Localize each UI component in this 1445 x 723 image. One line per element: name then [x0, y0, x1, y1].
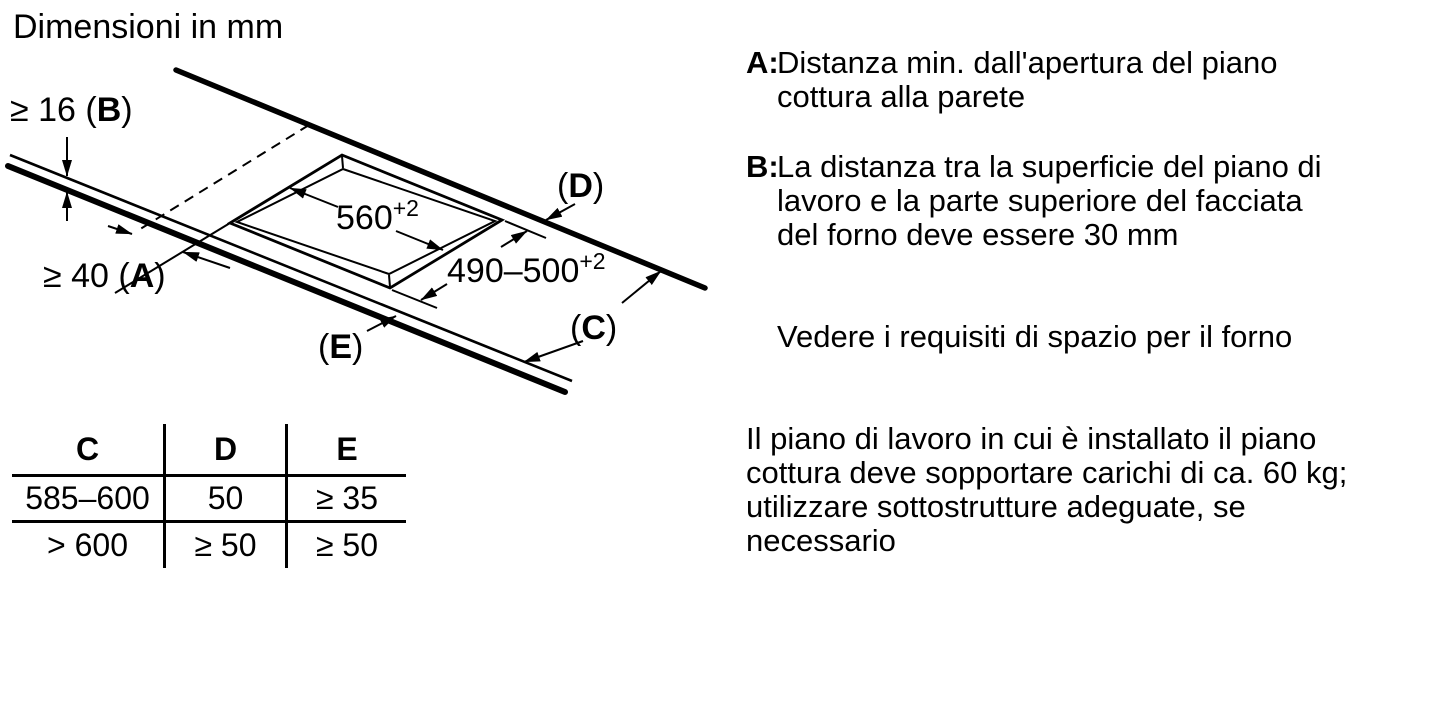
note-line: La distanza tra la superficie del piano di — [777, 149, 1322, 184]
note-line: Il piano di lavoro in cui è installato il piano — [746, 421, 1317, 456]
dimension-table — [12, 424, 406, 568]
note-load-text — [746, 422, 1347, 558]
note-line: lavoro e la parte superiore del facciata — [777, 183, 1303, 218]
ref-d-arrow — [546, 204, 575, 220]
note-b-text — [777, 150, 1322, 252]
note-oven-text — [777, 320, 1292, 354]
note-a-text — [777, 46, 1277, 114]
table-cell: 50 — [165, 476, 287, 522]
ref-e-label: (E) — [318, 328, 364, 366]
table-row — [12, 522, 406, 569]
table-header-d: D — [165, 424, 287, 476]
note-load-capacity — [746, 422, 1347, 558]
table-cell: ≥ 50 — [315, 527, 379, 563]
note-oven-space — [777, 320, 1292, 354]
cutout-corner-tick-bottom — [389, 275, 390, 287]
dim-b-label: ≥ 16 (B) — [10, 91, 133, 129]
dim-a-label: ≥ 40 (A) — [43, 257, 166, 295]
note-line: Distanza min. dall'apertura del piano — [777, 45, 1278, 80]
note-line: del forno deve essere 30 mm — [777, 217, 1179, 252]
dim-a-arrow-left — [108, 226, 132, 234]
ref-d-label: (D) — [557, 167, 605, 205]
dim-560-label: $560^{+2}$ — [336, 195, 419, 237]
table-header-row — [12, 424, 406, 476]
table-cell: ≥ 50 — [165, 522, 287, 569]
table-row — [12, 476, 406, 522]
dim-490-arrow-upper — [501, 231, 527, 247]
table-header-c: C — [12, 424, 165, 476]
note-a — [746, 46, 1277, 114]
note-line: cottura deve sopportare carichi di ca. 60 kg; — [746, 455, 1348, 490]
installation-diagram — [0, 0, 740, 440]
ref-c-label: (C) — [570, 309, 618, 347]
note-b-label: B: — [746, 149, 779, 184]
note-a-label: A: — [746, 45, 779, 80]
note-b — [746, 150, 1322, 252]
dim-490-label: $490-500^{+2}$ — [447, 248, 606, 290]
depth-extension-line-bottom — [392, 290, 437, 308]
table-cell: > 600 — [12, 522, 165, 569]
dim-490-arrow-lower — [421, 284, 447, 300]
ref-c-arrow-upper — [622, 271, 661, 303]
page-title: Dimensioni in mm — [13, 8, 284, 46]
table-cell: 585–600 — [12, 476, 165, 522]
note-line: necessario — [746, 523, 896, 558]
note-line: Vedere i requisiti di spazio per il forno — [777, 319, 1293, 354]
cutout-corner-tick-top — [342, 156, 343, 168]
depth-extension-line-right — [505, 221, 546, 238]
table-header-e: E — [287, 424, 407, 476]
note-line: utilizzare sottostrutture adeguate, se — [746, 489, 1246, 524]
table-cell: ≥ 35 — [287, 476, 407, 522]
note-line: cottura alla parete — [777, 79, 1026, 114]
